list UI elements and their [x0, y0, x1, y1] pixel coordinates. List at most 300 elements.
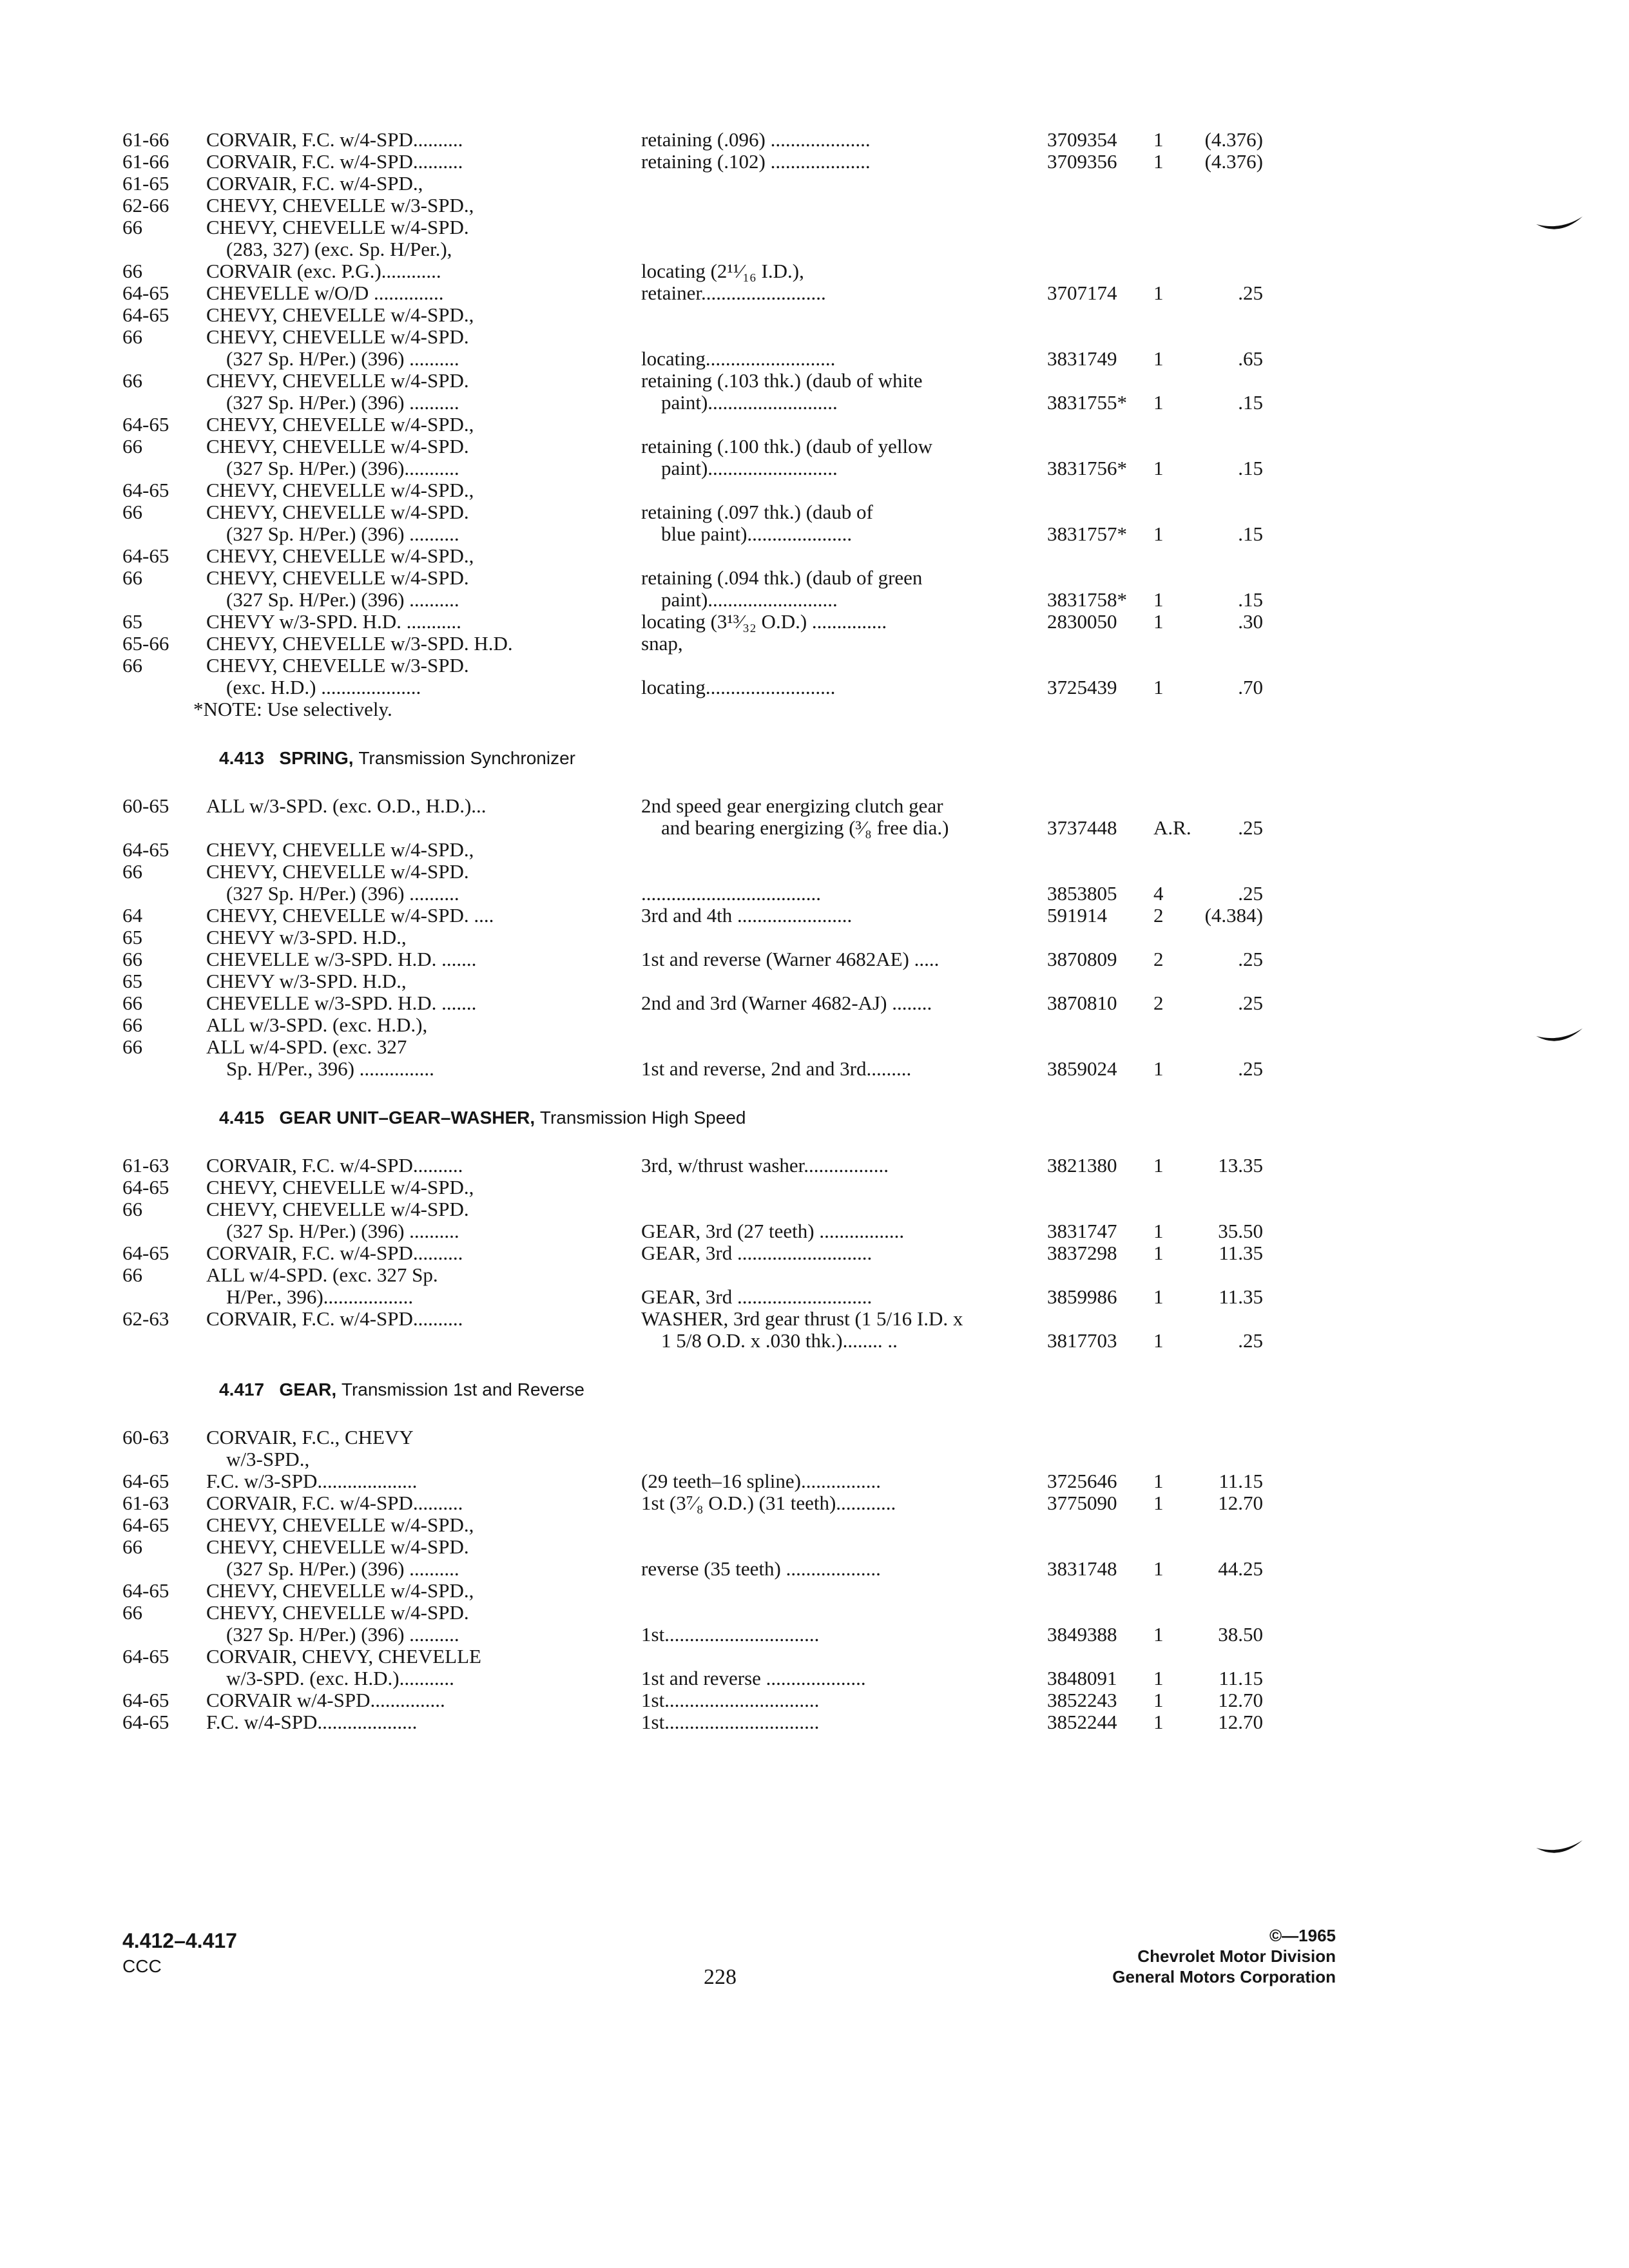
- vehicle-application: ALL w/4-SPD. (exc. 327 Sp.: [206, 1264, 438, 1286]
- part-number: 3837298: [1047, 1242, 1117, 1264]
- model-years: 66: [122, 1198, 142, 1220]
- part-description: blue paint).....................: [641, 523, 853, 545]
- part-number: 3821380: [1047, 1154, 1117, 1177]
- vehicle-application: CORVAIR, F.C. w/4-SPD..........: [206, 1308, 463, 1330]
- section-number: 4.417: [219, 1379, 265, 1399]
- section-title: GEAR,: [279, 1379, 337, 1399]
- quantity: 1: [1153, 150, 1164, 173]
- vehicle-application: (327 Sp. H/Per.) (396) ..........: [206, 523, 459, 545]
- quantity: 1: [1153, 1154, 1164, 1177]
- part-description: 1st...............................: [641, 1689, 820, 1711]
- part-description: 1st (3⁷⁄₈ O.D.) (31 teeth)............: [641, 1492, 896, 1514]
- vehicle-application: ALL w/3-SPD. (exc. H.D.),: [206, 1014, 428, 1036]
- part-number: 3853805: [1047, 882, 1117, 905]
- part-number: 2830050: [1047, 610, 1117, 633]
- model-years: 64-65: [122, 413, 169, 436]
- vehicle-application: CORVAIR (exc. P.G.)............: [206, 260, 441, 282]
- price: 13.35: [1218, 1154, 1263, 1177]
- vehicle-application: CORVAIR, CHEVY, CHEVELLE: [206, 1646, 481, 1667]
- part-description: retaining (.102) ....................: [641, 151, 871, 173]
- vehicle-application: CORVAIR, F.C., CHEVY: [206, 1427, 414, 1448]
- part-number: 3725646: [1047, 1470, 1117, 1492]
- vehicle-application: ALL w/4-SPD. (exc. 327: [206, 1036, 407, 1058]
- quantity: 1: [1153, 1623, 1164, 1646]
- part-row: [122, 304, 1295, 326]
- model-years: 61-65: [122, 172, 169, 195]
- quantity: 1: [1153, 282, 1164, 304]
- part-row: [122, 173, 1295, 195]
- part-description: 1st and reverse, 2nd and 3rd.........: [641, 1058, 912, 1080]
- price: .25: [1238, 882, 1263, 905]
- part-number: 3831748: [1047, 1557, 1117, 1580]
- price: 38.50: [1218, 1623, 1263, 1646]
- vehicle-application: CHEVY, CHEVELLE w/4-SPD.,: [206, 1580, 474, 1602]
- vehicle-application: (327 Sp. H/Per.) (396) ..........: [206, 1558, 459, 1580]
- part-row: [122, 1514, 1295, 1536]
- vehicle-application: w/3-SPD.,: [206, 1448, 310, 1470]
- part-description: retaining (.097 thk.) (daub of: [641, 501, 873, 523]
- price: (4.384): [1204, 904, 1263, 927]
- part-description: locating..........................: [641, 348, 836, 370]
- part-row: [122, 1058, 1295, 1080]
- vehicle-application: CHEVY, CHEVELLE w/3-SPD.: [206, 655, 469, 677]
- part-row: [122, 1492, 1295, 1514]
- quantity: 1: [1153, 1557, 1164, 1580]
- vehicle-application: CHEVY, CHEVELLE w/4-SPD.,: [206, 545, 474, 567]
- model-years: 60-65: [122, 794, 169, 817]
- quantity: 1: [1153, 1285, 1164, 1308]
- part-row: [122, 1558, 1295, 1580]
- part-row: [122, 1470, 1295, 1492]
- part-number: 3831747: [1047, 1220, 1117, 1242]
- vehicle-application: CHEVELLE w/O/D ..............: [206, 282, 444, 304]
- quantity: 1: [1153, 523, 1164, 545]
- part-number: 3709356: [1047, 150, 1117, 173]
- price: (4.376): [1204, 128, 1263, 151]
- vehicle-application: ALL w/3-SPD. (exc. O.D., H.D.)...: [206, 795, 487, 817]
- quantity: 1: [1153, 1667, 1164, 1689]
- selective-note: *NOTE: Use selectively.: [193, 698, 392, 720]
- part-number: 3852244: [1047, 1711, 1117, 1733]
- section-number: 4.415: [219, 1108, 265, 1128]
- part-row: [122, 970, 1295, 992]
- part-description: GEAR, 3rd ...........................: [641, 1286, 872, 1308]
- model-years: 64-65: [122, 1711, 169, 1733]
- model-years: 64-65: [122, 1242, 169, 1264]
- vehicle-application: CHEVY, CHEVELLE w/4-SPD.: [206, 436, 469, 457]
- vehicle-application: CHEVY w/3-SPD. H.D. ...........: [206, 611, 461, 633]
- part-number: 3707174: [1047, 282, 1117, 304]
- binder-hole-mark-icon: [1534, 1024, 1585, 1050]
- price: .15: [1238, 457, 1263, 479]
- model-years: 64-65: [122, 479, 169, 501]
- part-description: ....................................: [641, 883, 821, 905]
- price: .65: [1238, 347, 1263, 370]
- parts-table-4-413: [122, 795, 1295, 1080]
- model-years: 65-66: [122, 632, 169, 655]
- part-row: [122, 611, 1295, 633]
- model-years: 66: [122, 1264, 142, 1286]
- part-row: [122, 839, 1295, 861]
- model-years: 61-63: [122, 1492, 169, 1514]
- quantity: 1: [1153, 1470, 1164, 1492]
- vehicle-application: CORVAIR, F.C. w/4-SPD..........: [206, 151, 463, 173]
- part-row: [122, 195, 1295, 216]
- part-description: locating (3¹³⁄₃₂ O.D.) ...............: [641, 611, 887, 633]
- part-row: [122, 927, 1295, 948]
- binder-hole-mark-icon: [1534, 1836, 1585, 1862]
- quantity: 1: [1153, 610, 1164, 633]
- part-description: 2nd and 3rd (Warner 4682-AJ) ........: [641, 992, 932, 1014]
- price: .25: [1238, 1057, 1263, 1080]
- vehicle-application: (283, 327) (exc. Sp. H/Per.),: [206, 238, 452, 260]
- vehicle-application: CHEVY, CHEVELLE w/4-SPD.: [206, 1536, 469, 1558]
- vehicle-application: (327 Sp. H/Per.) (396) ..........: [206, 883, 459, 905]
- quantity: 1: [1153, 347, 1164, 370]
- vehicle-application: CORVAIR, F.C. w/4-SPD.,: [206, 173, 423, 195]
- part-number: 3709354: [1047, 128, 1117, 151]
- part-row: [122, 1624, 1295, 1646]
- vehicle-application: CORVAIR, F.C. w/4-SPD..........: [206, 1492, 463, 1514]
- section-heading-4-415: [122, 1107, 1295, 1129]
- model-years: 64-65: [122, 1689, 169, 1711]
- part-number: 3737448: [1047, 816, 1117, 839]
- part-description: 2nd speed gear energizing clutch gear: [641, 795, 943, 817]
- part-row: [122, 1646, 1295, 1667]
- vehicle-application: CORVAIR, F.C. w/4-SPD..........: [206, 1155, 463, 1177]
- model-years: 64-65: [122, 282, 169, 304]
- part-row: [122, 1427, 1295, 1448]
- model-years: 66: [122, 369, 142, 392]
- model-years: 66: [122, 216, 142, 238]
- part-description: paint)..........................: [641, 589, 838, 611]
- price: 12.70: [1218, 1492, 1263, 1514]
- price: 12.70: [1218, 1711, 1263, 1733]
- model-years: 66: [122, 260, 142, 282]
- part-row: [122, 905, 1295, 927]
- part-row: [122, 326, 1295, 348]
- part-row: [122, 1580, 1295, 1602]
- quantity: 2: [1153, 948, 1164, 970]
- part-row: [122, 1177, 1295, 1198]
- part-description: 3rd and 4th .......................: [641, 905, 853, 927]
- quantity: 1: [1153, 1711, 1164, 1733]
- price: .15: [1238, 391, 1263, 414]
- vehicle-application: CHEVY, CHEVELLE w/4-SPD.: [206, 1198, 469, 1220]
- model-years: 65: [122, 610, 142, 633]
- part-description: and bearing energizing (³⁄₈ free dia.): [641, 817, 949, 839]
- part-number: 591914: [1047, 904, 1107, 927]
- model-years: 61-66: [122, 150, 169, 173]
- vehicle-application: (327 Sp. H/Per.) (396) ..........: [206, 1624, 459, 1646]
- vehicle-application: (exc. H.D.) ....................: [206, 677, 421, 698]
- vehicle-application: CHEVY, CHEVELLE w/4-SPD.,: [206, 1514, 474, 1536]
- section-number: 4.413: [219, 748, 265, 768]
- part-row: [122, 1689, 1295, 1711]
- part-row: [122, 589, 1295, 611]
- vehicle-application: F.C. w/4-SPD....................: [206, 1711, 418, 1733]
- quantity: 1: [1153, 391, 1164, 414]
- price: .25: [1238, 1329, 1263, 1352]
- model-years: 64: [122, 904, 142, 927]
- part-description: 1st...............................: [641, 1624, 820, 1646]
- price: 12.70: [1218, 1689, 1263, 1711]
- model-years: 66: [122, 1014, 142, 1036]
- quantity: 1: [1153, 1242, 1164, 1264]
- part-number: 3831756*: [1047, 457, 1127, 479]
- part-description: locating..........................: [641, 677, 836, 698]
- part-row: [122, 151, 1295, 173]
- part-row: [122, 282, 1295, 304]
- part-number: 3859986: [1047, 1285, 1117, 1308]
- quantity: 1: [1153, 1329, 1164, 1352]
- part-row: [122, 238, 1295, 260]
- vehicle-application: CHEVY, CHEVELLE w/4-SPD.: [206, 326, 469, 348]
- model-years: 66: [122, 501, 142, 523]
- part-number: 3831758*: [1047, 588, 1127, 611]
- copyright: ©—1965: [1269, 1926, 1336, 1945]
- parts-listing: [122, 129, 1295, 1733]
- part-description: retaining (.100 thk.) (daub of yellow: [641, 436, 932, 457]
- quantity: 1: [1153, 457, 1164, 479]
- part-number: 3870810: [1047, 992, 1117, 1014]
- part-number: 3775090: [1047, 1492, 1117, 1514]
- part-description: retainer.........................: [641, 282, 826, 304]
- vehicle-application: CHEVY, CHEVELLE w/4-SPD.,: [206, 479, 474, 501]
- part-row: [122, 370, 1295, 392]
- quantity: 1: [1153, 676, 1164, 698]
- vehicle-application: CHEVY, CHEVELLE w/3-SPD.,: [206, 195, 474, 216]
- price: .70: [1238, 676, 1263, 698]
- vehicle-application: CHEVY, CHEVELLE w/3-SPD. H.D.: [206, 633, 513, 655]
- part-description: retaining (.096) ....................: [641, 129, 871, 151]
- model-years: 62-66: [122, 194, 169, 216]
- vehicle-application: CHEVY, CHEVELLE w/4-SPD.,: [206, 304, 474, 326]
- price: 11.35: [1219, 1285, 1263, 1308]
- binder-hole-mark-icon: [1534, 213, 1585, 238]
- model-years: 60-63: [122, 1426, 169, 1448]
- quantity: 2: [1153, 904, 1164, 927]
- price: (4.376): [1204, 150, 1263, 173]
- model-years: 66: [122, 654, 142, 677]
- section-heading-4-413: [122, 747, 1295, 769]
- vehicle-application: CHEVY, CHEVELLE w/4-SPD.: [206, 861, 469, 883]
- part-description: 1st and reverse ....................: [641, 1667, 866, 1689]
- part-description: paint)..........................: [641, 457, 838, 479]
- model-years: 64-65: [122, 1176, 169, 1198]
- price: .15: [1238, 523, 1263, 545]
- part-number: 3831757*: [1047, 523, 1127, 545]
- model-years: 66: [122, 325, 142, 348]
- model-years: 66: [122, 1035, 142, 1058]
- price: .25: [1238, 948, 1263, 970]
- part-description: GEAR, 3rd ...........................: [641, 1242, 872, 1264]
- section-title: SPRING,: [279, 748, 354, 768]
- model-years: 65: [122, 970, 142, 992]
- vehicle-application: H/Per., 396)..................: [206, 1286, 414, 1308]
- part-description: retaining (.094 thk.) (daub of green: [641, 567, 923, 589]
- part-row: [122, 1602, 1295, 1624]
- model-years: 64-65: [122, 303, 169, 326]
- part-row: [122, 633, 1295, 655]
- part-description: 1 5/8 O.D. x .030 thk.)........ ..: [641, 1330, 898, 1352]
- price: 11.15: [1219, 1470, 1263, 1492]
- model-years: 62-63: [122, 1307, 169, 1330]
- model-years: 64-65: [122, 1579, 169, 1602]
- vehicle-application: CHEVY, CHEVELLE w/4-SPD.,: [206, 414, 474, 436]
- part-row: [122, 1220, 1295, 1242]
- part-row: [122, 479, 1295, 501]
- price: .15: [1238, 588, 1263, 611]
- part-description: 1st...............................: [641, 1711, 820, 1733]
- part-row: [122, 655, 1295, 677]
- part-row: [122, 523, 1295, 545]
- part-number: 3849388: [1047, 1623, 1117, 1646]
- part-row: [122, 1711, 1295, 1733]
- part-row: [122, 545, 1295, 567]
- vehicle-application: F.C. w/3-SPD....................: [206, 1470, 418, 1492]
- part-row: [122, 1198, 1295, 1220]
- part-row: [122, 260, 1295, 282]
- vehicle-application: CORVAIR, F.C. w/4-SPD..........: [206, 1242, 463, 1264]
- part-row: [122, 1448, 1295, 1470]
- parts-table-4-415: [122, 1155, 1295, 1352]
- part-row: [122, 1155, 1295, 1177]
- price: 11.15: [1219, 1667, 1263, 1689]
- parts-table-4-417: [122, 1427, 1295, 1733]
- vehicle-application: CHEVELLE w/3-SPD. H.D. .......: [206, 948, 477, 970]
- vehicle-application: (327 Sp. H/Per.) (396) ..........: [206, 589, 459, 611]
- part-description: snap,: [641, 633, 683, 655]
- section-subtitle: Transmission 1st and Reverse: [341, 1379, 585, 1399]
- model-years: 64-65: [122, 1514, 169, 1536]
- vehicle-application: CHEVY, CHEVELLE w/4-SPD.,: [206, 839, 474, 861]
- part-row: [122, 567, 1295, 589]
- model-years: 61-66: [122, 128, 169, 151]
- part-number: 3831755*: [1047, 391, 1127, 414]
- quantity: 1: [1153, 1689, 1164, 1711]
- part-row: [122, 992, 1295, 1014]
- part-description: reverse (35 teeth) ...................: [641, 1558, 881, 1580]
- part-row: [122, 129, 1295, 151]
- part-description: (29 teeth–16 spline)................: [641, 1470, 881, 1492]
- quantity: A.R.: [1153, 816, 1191, 839]
- model-years: 66: [122, 1535, 142, 1558]
- price: .30: [1238, 610, 1263, 633]
- footer-right: [1112, 1925, 1336, 1987]
- division-name: Chevrolet Motor Division: [1137, 1946, 1336, 1966]
- part-row: [122, 457, 1295, 479]
- part-description: 3rd, w/thrust washer.................: [641, 1155, 889, 1177]
- part-number: 3848091: [1047, 1667, 1117, 1689]
- part-number: 3852243: [1047, 1689, 1117, 1711]
- part-number: 3831749: [1047, 347, 1117, 370]
- catalog-code: CCC: [122, 1956, 162, 1976]
- part-row: [122, 1536, 1295, 1558]
- price: 44.25: [1218, 1557, 1263, 1580]
- part-description: retaining (.103 thk.) (daub of white: [641, 370, 923, 392]
- part-row: [122, 1667, 1295, 1689]
- vehicle-application: Sp. H/Per., 396) ...............: [206, 1058, 434, 1080]
- model-years: 66: [122, 435, 142, 457]
- vehicle-application: CHEVY, CHEVELLE w/4-SPD. ....: [206, 905, 494, 927]
- model-years: 66: [122, 566, 142, 589]
- quantity: 1: [1153, 1220, 1164, 1242]
- part-row: [122, 1330, 1295, 1352]
- part-row: [122, 677, 1295, 698]
- section-subtitle: Transmission Synchronizer: [358, 748, 575, 768]
- part-description: 1st and reverse (Warner 4682AE) .....: [641, 948, 940, 970]
- model-years: 65: [122, 926, 142, 948]
- vehicle-application: (327 Sp. H/Per.) (396)...........: [206, 457, 459, 479]
- price: .25: [1238, 282, 1263, 304]
- corporation-name: General Motors Corporation: [1112, 1967, 1336, 1986]
- model-years: 61-63: [122, 1154, 169, 1177]
- vehicle-application: w/3-SPD. (exc. H.D.)...........: [206, 1667, 454, 1689]
- part-row: [122, 1242, 1295, 1264]
- price: .25: [1238, 816, 1263, 839]
- model-years: 64-65: [122, 838, 169, 861]
- model-years: 64-65: [122, 1470, 169, 1492]
- vehicle-application: (327 Sp. H/Per.) (396) ..........: [206, 392, 459, 414]
- model-years: 66: [122, 1601, 142, 1624]
- part-row: [122, 1286, 1295, 1308]
- vehicle-application: CORVAIR w/4-SPD...............: [206, 1689, 445, 1711]
- part-description: WASHER, 3rd gear thrust (1 5/16 I.D. x: [641, 1308, 963, 1330]
- part-description: locating (2¹¹⁄₁₆ I.D.),: [641, 260, 804, 282]
- part-description: GEAR, 3rd (27 teeth) .................: [641, 1220, 905, 1242]
- section-subtitle: Transmission High Speed: [539, 1108, 746, 1128]
- footer-left: [122, 1928, 237, 1979]
- section-title: GEAR UNIT–GEAR–WASHER,: [279, 1108, 535, 1128]
- part-row: [122, 501, 1295, 523]
- section-range: 4.412–4.417: [122, 1929, 237, 1952]
- vehicle-application: CHEVELLE w/3-SPD. H.D. .......: [206, 992, 477, 1014]
- part-row: [122, 948, 1295, 970]
- vehicle-application: CHEVY, CHEVELLE w/4-SPD.: [206, 501, 469, 523]
- vehicle-application: (327 Sp. H/Per.) (396) ..........: [206, 1220, 459, 1242]
- part-row: [122, 1014, 1295, 1036]
- part-row: [122, 414, 1295, 436]
- part-row: [122, 1264, 1295, 1286]
- part-number: 3859024: [1047, 1057, 1117, 1080]
- price: 11.35: [1219, 1242, 1263, 1264]
- price: .25: [1238, 992, 1263, 1014]
- vehicle-application: CHEVY, CHEVELLE w/4-SPD.,: [206, 1177, 474, 1198]
- vehicle-application: (327 Sp. H/Per.) (396) ..........: [206, 348, 459, 370]
- part-row: [122, 436, 1295, 457]
- vehicle-application: CHEVY, CHEVELLE w/4-SPD.: [206, 216, 469, 238]
- part-description: paint)..........................: [641, 392, 838, 414]
- part-row: [122, 216, 1295, 238]
- page-number: 228: [704, 1965, 737, 1989]
- vehicle-application: CORVAIR, F.C. w/4-SPD..........: [206, 129, 463, 151]
- model-years: 66: [122, 992, 142, 1014]
- part-number: 3870809: [1047, 948, 1117, 970]
- section-heading-4-417: [122, 1379, 1295, 1401]
- part-number: 3725439: [1047, 676, 1117, 698]
- quantity: 1: [1153, 128, 1164, 151]
- price: 35.50: [1218, 1220, 1263, 1242]
- part-row: [122, 795, 1295, 817]
- quantity: 4: [1153, 882, 1164, 905]
- model-years: 64-65: [122, 544, 169, 567]
- vehicle-application: CHEVY w/3-SPD. H.D.,: [206, 927, 407, 948]
- vehicle-application: CHEVY, CHEVELLE w/4-SPD.: [206, 567, 469, 589]
- vehicle-application: CHEVY, CHEVELLE w/4-SPD.: [206, 1602, 469, 1624]
- vehicle-application: CHEVY w/3-SPD. H.D.,: [206, 970, 407, 992]
- parts-table-4-412: [122, 129, 1295, 698]
